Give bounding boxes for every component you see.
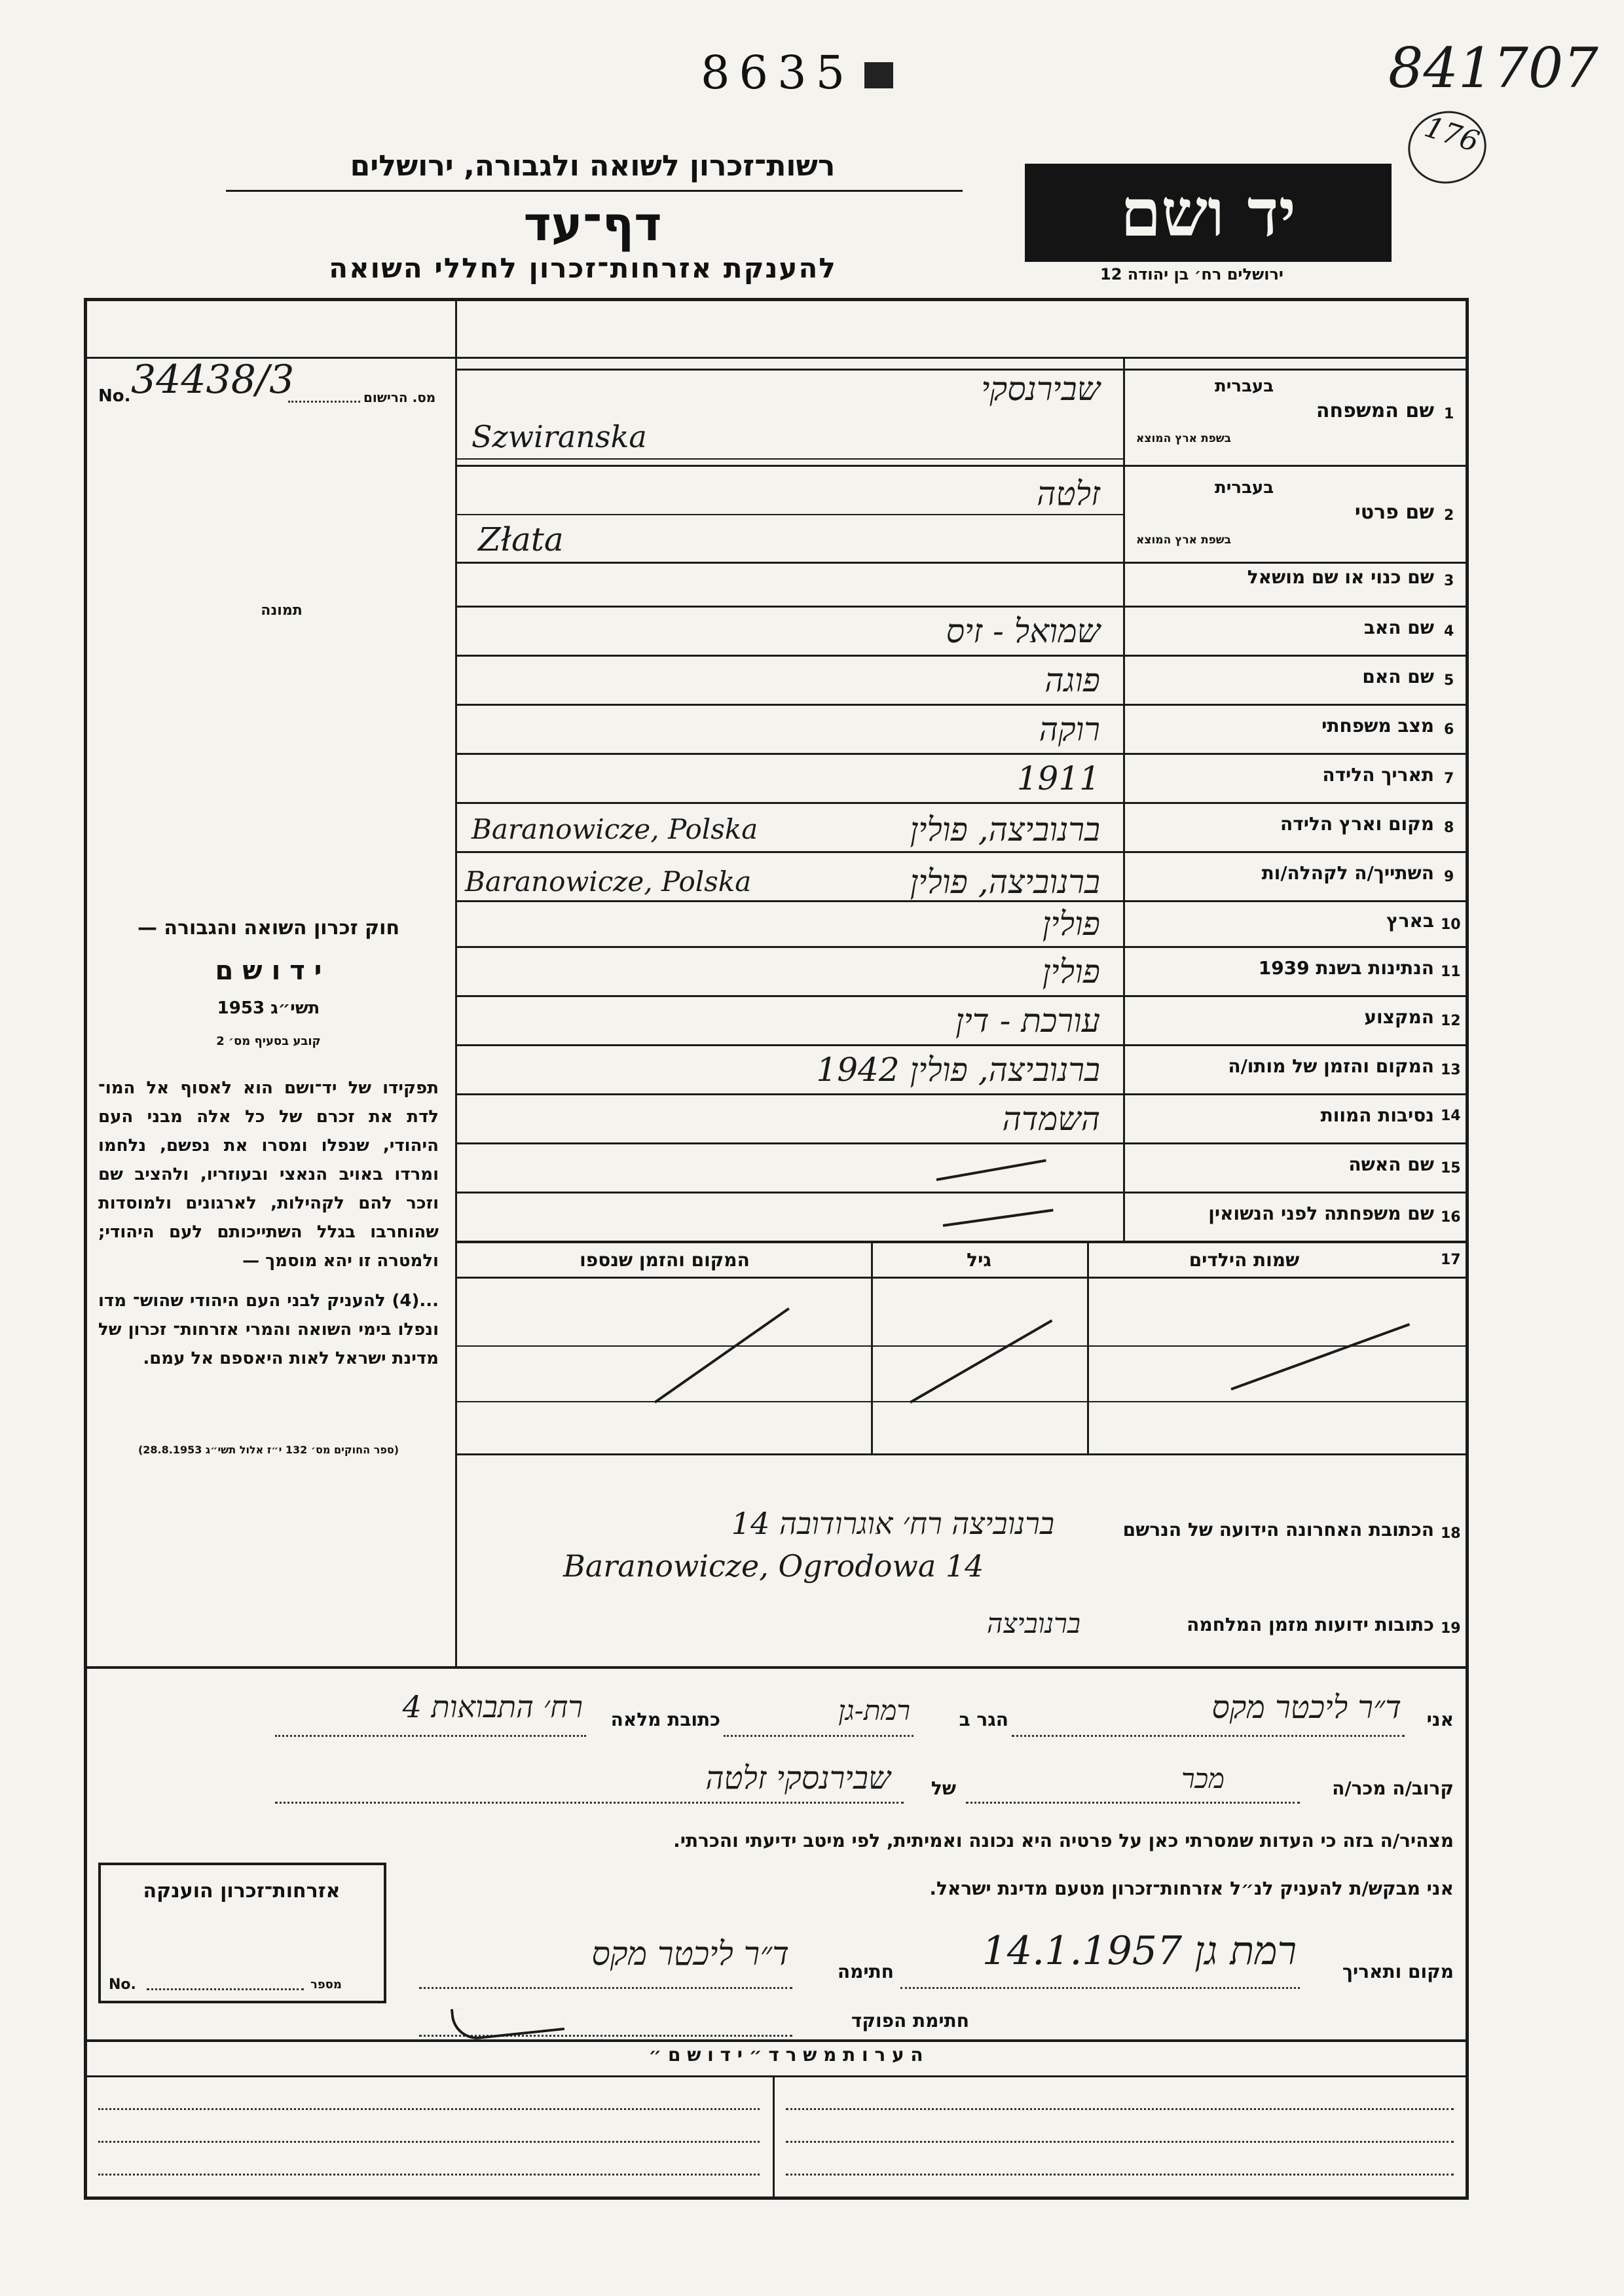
field-12-value: עורכת - דין	[955, 1002, 1100, 1040]
top-right-sub: 176	[1420, 110, 1483, 159]
reg-label: מס. הרישום	[363, 390, 436, 405]
field-18-number: 18	[1441, 1525, 1461, 1542]
field-2-label: שם פרטי	[1354, 501, 1434, 524]
archive-number-ink	[864, 62, 893, 88]
field-3-number: 3	[1444, 573, 1454, 589]
citizenship-granted-box	[98, 1863, 386, 2003]
field-2-value-origin: Złata	[478, 520, 564, 558]
children-names-header: שמות הילדים	[1189, 1249, 1300, 1271]
law-paragraph-1: תפקידו של יד־ושם הוא לאסוף אל המו־ לדת את זכרם של כל אלה מבני העם היהודי, שנפלו ומסרו את נפשם, נלחמו ומרדו באויב הנאצי ובעוזריו, ולהציב שם וזכר להם לקהילות, לארגונים ולמוסדות שהוחרבו בגלל השתייכותם לעם היהודי; ולמטרה זו יהא מוסמך —	[98, 1078, 439, 1271]
photo-label: תמונה	[261, 602, 303, 619]
decl-statement: מצהיר/ה בזה כי העדות שמסרתי כאן על פרטיה היא נכונה ואמיתית, לפי מיטב ידיעתי והכרתי.	[673, 1830, 1454, 1851]
section-divider-decl	[84, 1666, 1469, 1669]
decl-place-date-dots	[900, 1987, 1300, 1989]
field-19-value: ברנוביצה	[986, 1607, 1080, 1639]
notes-line-3-right	[786, 2174, 1454, 2176]
field-9-value-hebrew: ברנוביצה, פולין	[910, 863, 1100, 901]
children-age-strike	[910, 1319, 1053, 1403]
header-rule	[226, 190, 963, 192]
field-7-label: תאריך הלידה	[1322, 764, 1434, 786]
field-11-value: פולין	[1042, 953, 1100, 991]
field-5-number: 5	[1444, 672, 1454, 689]
field-8-label: מקום וארץ הלידה	[1280, 813, 1434, 835]
row-sep-2-3	[457, 562, 1466, 564]
decl-request: אני מבקש/ת להעניק לנ״ל אזרחות־זכרון מטעם מדינת ישראל.	[929, 1878, 1454, 1899]
decl-ani: אני	[1426, 1709, 1454, 1730]
row-sep-7-8	[457, 802, 1466, 804]
archive-number: 8635	[701, 46, 855, 100]
law-name: י ד ו ש ם	[215, 956, 322, 986]
children-col-div-2	[1087, 1243, 1089, 1453]
field-7-number: 7	[1444, 771, 1454, 787]
notes-col-divider	[773, 2077, 775, 2198]
decl-city-dots	[724, 1735, 913, 1737]
children-row-line-2	[457, 1401, 1466, 1402]
notes-line-2-left	[98, 2141, 760, 2143]
reg-dots	[288, 401, 360, 403]
field-13-label: המקום והזמן של מותו/ה	[1228, 1055, 1434, 1077]
field-8-number: 8	[1444, 820, 1454, 836]
field-18-label: הכתובת האחרונה הידועה של הנרשם	[1122, 1519, 1434, 1540]
reg-no-label: No.	[98, 386, 131, 406]
header-title: דף־עד	[523, 196, 662, 251]
reg-number: 34438/3	[131, 357, 295, 403]
row-sep-10-11	[457, 946, 1466, 948]
top-right-ref: 841707	[1388, 36, 1598, 100]
field-3-label: שם כנוי או שם מושאל	[1247, 566, 1434, 588]
field-1-sub-hebrew: בעברית	[1215, 376, 1274, 396]
row-sep-16-17	[457, 1241, 1466, 1243]
logo-address: ירושלים רח׳ בן יהודה 12	[1100, 265, 1283, 283]
field-9-value-origin: Baranowicze, Polska	[465, 866, 752, 898]
notes-top-rule	[84, 2039, 1469, 2042]
notes-line-3-left	[98, 2174, 760, 2176]
field-16-label: שם משפחתה לפני הנשואין	[1208, 1203, 1434, 1224]
field-11-label: הנתינות בשנת 1939	[1258, 957, 1434, 979]
header-authority: רשות־זכרון לשואה ולגבורה, ירושלים	[350, 149, 836, 183]
field-13-number: 13	[1441, 1062, 1461, 1078]
field-8-value-origin: Baranowicze, Polska	[471, 813, 758, 845]
decl-of-name: שבירנסקי זלטה	[705, 1760, 891, 1796]
row-sep-3-4	[457, 606, 1466, 608]
decl-city: רמת-גן	[838, 1694, 910, 1726]
decl-full-address-label: כתובת מלאה	[610, 1709, 720, 1730]
row-sep-12-13	[457, 1044, 1466, 1046]
field-1-sub-origin: בשפת ארץ המוצא	[1136, 432, 1232, 445]
field-4-label: שם האב	[1363, 617, 1434, 638]
decl-signature: ד״ר ליכטר מקס	[591, 1935, 789, 1973]
children-row-line-1	[457, 1345, 1466, 1347]
field-5-value: פוגה	[1044, 661, 1100, 699]
decl-place-date-label: מקום ותאריך	[1342, 1961, 1454, 1982]
field-15-number: 15	[1441, 1160, 1461, 1176]
field-12-label: המקצוע	[1364, 1006, 1434, 1028]
decl-signature-label: חתימה	[837, 1961, 894, 1982]
stamp-no-dots	[147, 1988, 304, 1990]
field-13-value: ברנוביצה, פולין 1942	[816, 1051, 1100, 1089]
decl-full-address: רח׳ התבואות 4	[402, 1689, 583, 1724]
decl-resident-label: הגר ב	[959, 1709, 1008, 1730]
decl-name: ד״ר ליכטר מקס	[1211, 1689, 1401, 1726]
children-header-bottom	[457, 1277, 1466, 1279]
row-sep-2-mid	[457, 514, 1123, 515]
decl-signature-dots	[419, 1987, 792, 1989]
frame-top	[84, 298, 1469, 301]
field-14-number: 14	[1441, 1108, 1461, 1124]
field-2-number: 2	[1444, 507, 1454, 524]
row-sep-1-mid	[457, 458, 1123, 460]
frame-bottom	[84, 2196, 1469, 2200]
field-2-value-hebrew: זלטה	[1037, 475, 1100, 513]
field-6-number: 6	[1444, 721, 1454, 738]
children-col-div-1	[871, 1243, 873, 1453]
children-age-header: גיל	[967, 1249, 991, 1271]
notes-line-2-right	[786, 2141, 1454, 2143]
decl-name-dots	[1012, 1735, 1405, 1737]
field-10-number: 10	[1441, 917, 1461, 933]
field-10-label: בארץ	[1386, 910, 1434, 932]
decl-relative-label: קרוב/ה מכר/ה	[1332, 1777, 1454, 1799]
field-2-sub-hebrew: בעברית	[1215, 478, 1274, 498]
notes-line-1-right	[786, 2108, 1454, 2110]
top-right-ref-oval	[1400, 102, 1494, 192]
field-19-label: כתובות ידועות מזמן המלחמה	[1187, 1614, 1434, 1635]
field-9-number: 9	[1444, 869, 1454, 885]
field-2-sub-origin: בשפת ארץ המוצא	[1136, 534, 1232, 547]
field-19-number: 19	[1441, 1620, 1461, 1637]
field-8-value-hebrew: ברנוביצה, פולין	[910, 811, 1100, 848]
field-15-label: שם האשה	[1348, 1154, 1434, 1175]
field-16-dash	[943, 1209, 1054, 1227]
field-12-number: 12	[1441, 1013, 1461, 1029]
field-16-number: 16	[1441, 1209, 1461, 1226]
field-14-value: השמדה	[1002, 1100, 1100, 1138]
children-place-strike	[654, 1307, 790, 1404]
law-section: קובע בסעיף מס׳ 2	[216, 1034, 321, 1048]
field-9-label: השתייך/ה לקהלה/ות	[1261, 862, 1434, 884]
decl-place-date: רמת גן 14.1.1957	[982, 1928, 1297, 1974]
citizenship-granted-title: אזרחות־זכרון הוענקה	[143, 1880, 341, 1903]
field-15-dash	[936, 1159, 1046, 1181]
row-sep-11-12	[457, 995, 1466, 997]
children-row-line-3	[457, 1453, 1466, 1455]
field-1-label: שם המשפחה	[1316, 399, 1434, 422]
row-sep-14-15	[457, 1142, 1466, 1144]
field-1-number: 1	[1444, 406, 1454, 422]
decl-full-address-dots	[275, 1735, 586, 1737]
notes-header-rule	[84, 2075, 1469, 2077]
row-sep-13-14	[457, 1093, 1466, 1095]
decl-of-dots	[275, 1802, 904, 1804]
law-reference: (ספר החוקים מס׳ 132 י״ז אלול תשי״ג 28.8.1953)	[138, 1444, 399, 1456]
header-subtitle: להענקת אזרחות־זכרון לחללי השואה	[329, 252, 837, 284]
decl-of-label: של	[931, 1777, 956, 1799]
field-4-number: 4	[1444, 623, 1454, 640]
field-11-number: 11	[1441, 964, 1461, 980]
notes-title: ה ע ר ו ת מ ש ר ד ״ י ד ו ש ם ״	[648, 2044, 923, 2066]
field-4-value: שמואל - זיס	[946, 612, 1100, 650]
decl-relation: מכר	[1181, 1762, 1225, 1795]
field-7-value: 1911	[1016, 759, 1100, 797]
stamp-number-label: מספר	[310, 1978, 342, 1992]
frame-right	[1466, 298, 1469, 2200]
field-17-number: 17	[1441, 1252, 1461, 1268]
frame-left	[84, 298, 87, 2200]
field-1-value-origin: Szwiranska	[471, 419, 647, 454]
children-place-header: המקום והזמן שנספו	[580, 1249, 750, 1271]
row-sep-15-16	[457, 1192, 1466, 1194]
law-year: תשי״ג 1953	[217, 998, 320, 1018]
main-column-divider	[455, 298, 457, 1666]
field-5-label: שם האם	[1362, 666, 1434, 687]
field-1-value-hebrew: שבירנסקי	[981, 370, 1100, 408]
row-sep-6-7	[457, 753, 1466, 755]
field-14-label: נסיבות המוות	[1320, 1104, 1434, 1126]
logo-text: יד ושם	[1120, 174, 1296, 251]
decl-officer-label: חתימת הפוקד	[851, 2010, 969, 2032]
field-18-value-hebrew: ברנוביצה רח׳ אוגרודובה 14	[731, 1506, 1054, 1541]
notes-line-1-left	[98, 2108, 760, 2110]
row-sep-1-2	[457, 465, 1466, 467]
row-sep-4-5	[457, 655, 1466, 657]
value-label-divider	[1123, 359, 1125, 1241]
row-sep-5-6	[457, 704, 1466, 706]
law-title: חוק זכרון השואה והגבורה —	[137, 917, 400, 939]
yad-vashem-logo	[1025, 164, 1392, 262]
row-sep-8-9	[457, 851, 1466, 853]
law-paragraph-2: ...(4) להעניק לבני העם היהודי שהוש־ מדו ונפלו בימי השואה והמרי אזרחות־ זכרון של מדינת ישראל לאות היאספם אל עמם.	[98, 1291, 439, 1368]
children-names-strike	[1230, 1323, 1410, 1391]
decl-relation-dots	[966, 1802, 1300, 1804]
field-6-label: מצב משפחתי	[1321, 715, 1434, 737]
field-10-value: פולין	[1042, 905, 1100, 943]
field-6-value: רוקה	[1039, 710, 1100, 748]
stamp-no-label: No.	[109, 1977, 136, 1993]
field-18-value-origin: Baranowicze, Ogrodowa 14	[563, 1548, 984, 1584]
